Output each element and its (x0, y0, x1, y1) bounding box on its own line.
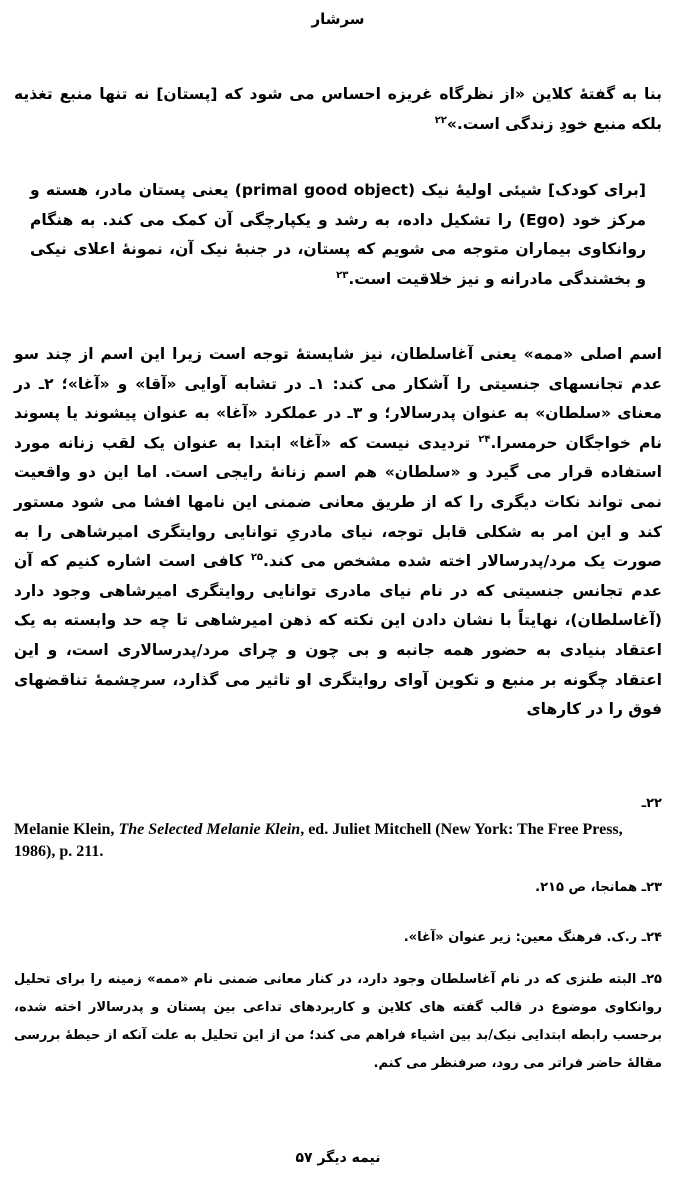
paragraph-text-a: اسم اصلی «ممه» یعنی آغاسلطان، نیز شایستهٔ توجه است زیرا این اسم از چند سو عدم تجانسهای جنسیتی را آشکار می کند: ۱ـ در تشابه آوایی «آقا» و «آغا»؛ ۲ـ در معنای «سلطان» به عنوان پدرسالار؛ و ۳ـ در عملکرد «آغا» به عنوان پیشوند یا پسوند نام خواجگان حرمسرا. (14, 345, 663, 452)
paragraph-text-c: کافی است اشاره کنیم که آن عدم تجانس جنسیتی که در نام نیای مادری توانایی روایتگری امیرشاهی وجود دارد (آغاسلطان)، نهایتاً با نشان دادن این نکته که ذهن امیرشاهی تا چه حد وابسته به یک اعتقاد بنیادی به حضور همه جانبه و بی چون و چرای مرد/پدرسالاری است، و این اعتقاد چگونه بر منبع و تکوین آوای روایتگری او تاثیر می گذارد، سرچشمهٔ تناقضهای فوق را در کارهای (14, 552, 662, 719)
paragraph-klein-quote-intro (14, 80, 662, 139)
footnote-24: ۲۴ـ ر.ک. فرهنگ معین: زیر عنوان «آغا». (403, 930, 662, 945)
paragraph-text: بنا به گفتهٔ کلاین «از نظرگاه غریزه احساس می شود که [پستان] نه تنها منبع تغذیه بلکه منبع خودِ زندگی است.» (14, 85, 662, 133)
footnote-23: ۲۳ـ همانجا، ص ۲۱۵. (535, 880, 662, 895)
footnote-22-author: Melanie Klein, (14, 821, 119, 838)
footnote-22-citation (14, 819, 662, 863)
footnote-22-book-title: The Selected Melanie Klein (118, 821, 301, 838)
page-footer-folio: نیمه دیگر ۵۷ (295, 1150, 381, 1166)
footnote-ref-25: ۲۵ (250, 552, 264, 563)
footnote-25: ۲۵ـ البته طنزی که در نام آغاسلطان وجود دارد، در کنار معانی ضمنی نام «ممه» زمینه را برای تحلیل روانکاوی موضوع در قالب گفته های کلاین و کاربردهای تداعی بین پستان و پدرسالار اخته شده، برحسب رابطه ابتدایی نیک/بد بین اشیاء فراهم می کند؛ من از این تحلیل به علت آنکه از حیطهٔ بررسی مقالهٔ حاضر فراتر می رود، صرفنظر می کنم. (14, 972, 662, 1071)
footnote-22-publication: , ed. Juliet Mitchell (New York: The Free Press, 1986), p. 211. (14, 821, 623, 860)
paragraph-aghasoltan (14, 340, 662, 725)
footnote-ref-24: ۲۴ (478, 433, 491, 445)
block-quote-text: [برای کودک] شیئی اولیهٔ نیک (primal good object) یعنی پستان مادر، هسته و مرکز خود (Ego) را تشکیل داده، به رشد و یکپارچگی آن کمک می کند. به هنگام روانکاوی بیماران متوجه می شویم که پستان، در جنبهٔ نیک آن، نمونهٔ اعلای نیکی و بخشندگی مادرانه و نیز خلاقیت است. (30, 181, 646, 288)
paragraph-text-b: تردیدی نیست که «آغا» ابتدا به عنوان یک لقب زنانه مورد استفاده قرار می گیرد و «سلطان» هم اسم زنانهٔ رایجی است. اما این دو واقعیت نمی تواند نکات دیگری را که از طریق معانی ضمنی این نامها افشا می شود مستور کند و این امر به شکلی قابل توجه، نیای مادریِ توانایی روایتگری امیرشاهی را به صورت یک مرد/پدرسالار اخته شده مشخص می کند. (14, 433, 663, 571)
block-quote (30, 176, 646, 294)
running-head: سرشار (311, 10, 365, 28)
footnote-ref-22: ۲۲ (434, 114, 447, 126)
footnote-22-number: ۲۲ـ (641, 796, 662, 811)
footnote-ref-23: ۲۳ (336, 269, 349, 281)
